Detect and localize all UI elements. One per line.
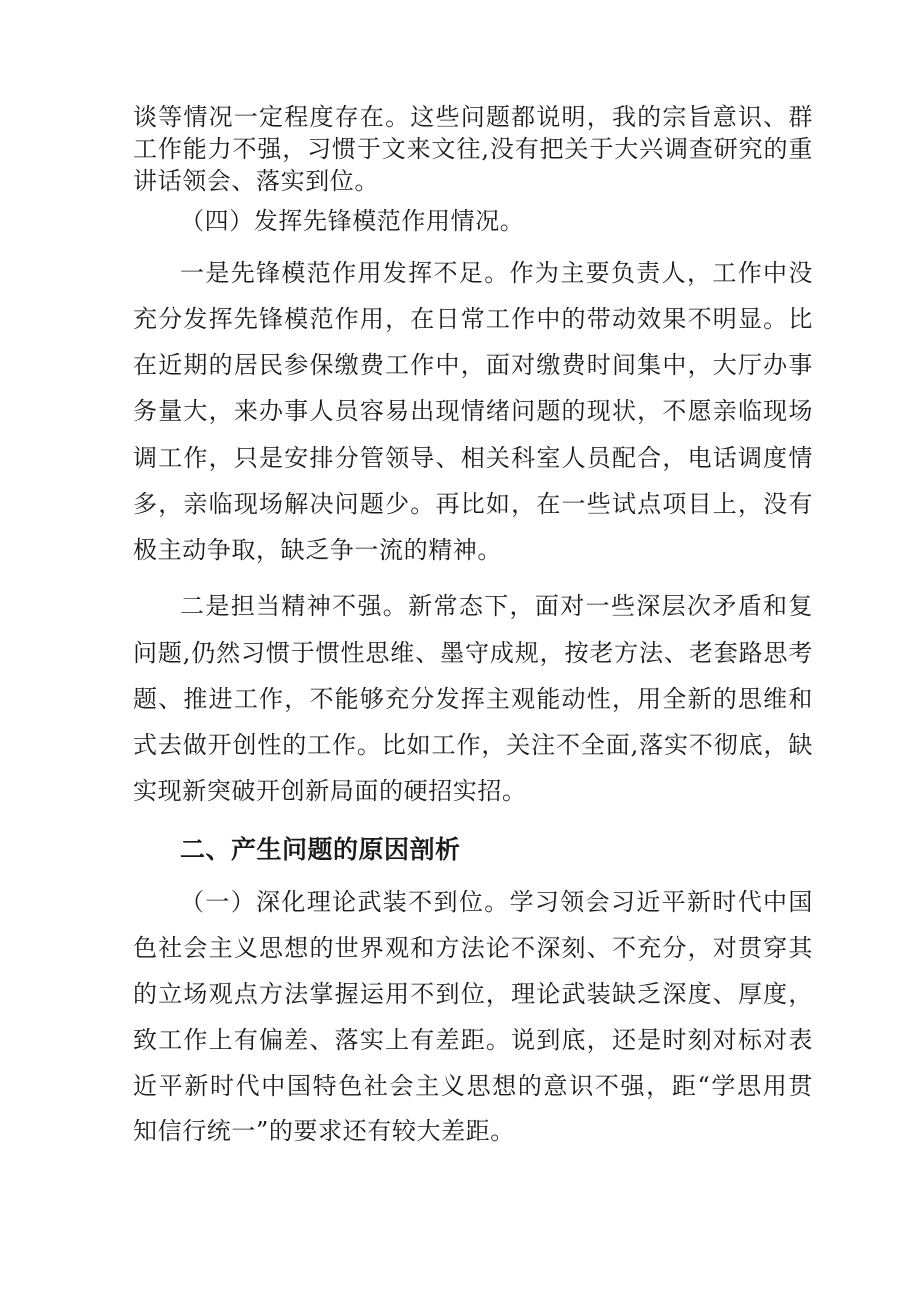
paragraph-line: 谈等情况一定程度存在。这些问题都说明，我的宗旨意识、群 [133, 103, 813, 131]
paragraph-line: 题、推进工作，不能够充分发挥主观能动性，用全新的思维和 [133, 685, 813, 713]
paragraph-line: 极主动争取，缺乏争一流的精神。 [133, 536, 502, 564]
paragraph-line: 充分发挥先锋模范作用，在日常工作中的带动效果不明显。比 [133, 305, 813, 333]
paragraph-line: 一是先锋模范作用发挥不足。作为主要负责人，工作中没 [180, 259, 813, 287]
paragraph-line: 致工作上有偏差、落实上有差距。说到底，还是时刻对标对表 [133, 1026, 813, 1054]
paragraph-line: 色社会主义思想的世界观和方法论不深刻、不充分，对贯穿其 [133, 934, 813, 962]
paragraph-line: 工作能力不强，习惯于文来文往,没有把关于大兴调查研究的重 [133, 135, 813, 163]
paragraph-line: 知信行统一”的要求还有较大差距。 [133, 1117, 515, 1145]
section-subheading: （四）发挥先锋模范作用情况。 [180, 207, 525, 235]
paragraph-line: 讲话领会、落实到位。 [133, 167, 379, 195]
paragraph-line: 近平新时代中国特色社会主义思想的意识不强，距“学思用贯 [133, 1072, 813, 1100]
paragraph-line: 在近期的居民参保缴费工作中，面对缴费时间集中，大厅办事 [133, 351, 813, 379]
paragraph-line: 式去做开创性的工作。比如工作，关注不全面,落实不彻底，缺 [133, 731, 813, 759]
paragraph-line: 多，亲临现场解决问题少。再比如，在一些试点项目上，没有 [133, 490, 813, 518]
paragraph-line: 实现新突破开创新局面的硬招实招。 [133, 777, 527, 805]
paragraph-line: 问题,仍然习惯于惯性思维、墨守成规，按老方法、老套路思考 [133, 639, 813, 667]
paragraph-line: 调工作，只是安排分管领导、相关科室人员配合，电话调度情 [133, 444, 813, 472]
paragraph-line: （一）深化理论武装不到位。学习领会习近平新时代中国 [180, 888, 813, 916]
paragraph-line: 务量大，来办事人员容易出现情绪问题的现状，不愿亲临现场 [133, 397, 813, 425]
paragraph-line: 的立场观点方法掌握运用不到位，理论武装缺乏深度、厚度， [133, 980, 813, 1008]
paragraph-line: 二是担当精神不强。新常态下，面对一些深层次矛盾和复 [180, 592, 813, 620]
section-heading: 二、产生问题的原因剖析 [180, 835, 461, 864]
